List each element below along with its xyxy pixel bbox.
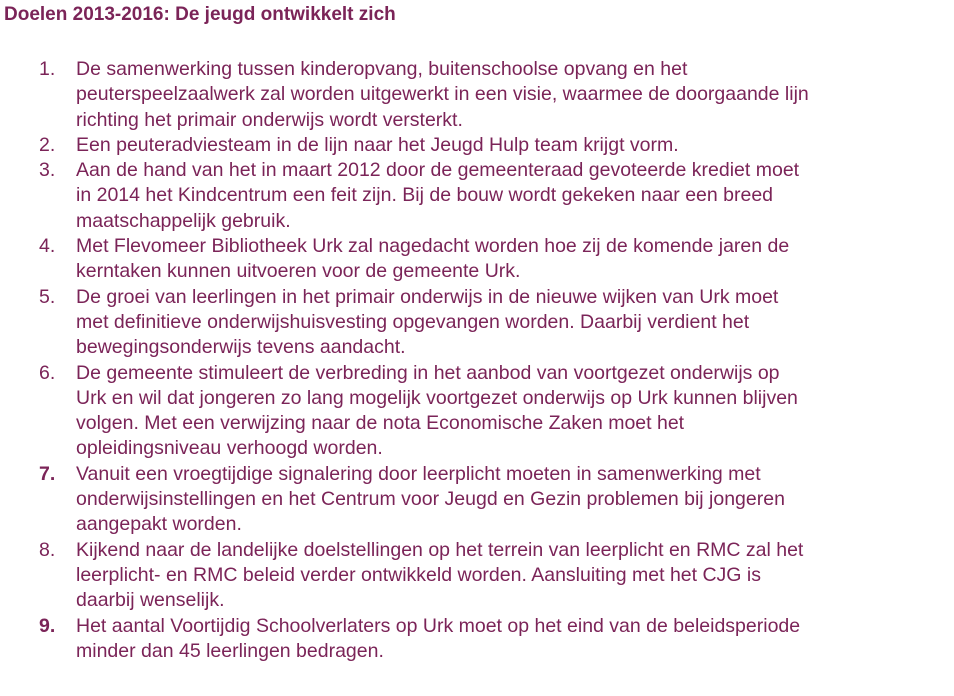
goal-item-1 — [0, 57, 954, 133]
goal-number: 6. — [39, 361, 56, 384]
goal-number: 8. — [39, 538, 56, 561]
goal-item-7 — [0, 462, 954, 538]
goals-list — [0, 57, 954, 664]
goal-text-line: Met Flevomeer Bibliotheek Urk zal nagedacht worden hoe zij de komende jaren de — [76, 235, 790, 258]
goal-item-8 — [0, 538, 954, 614]
goal-text-line: onderwijsinstellingen en het Centrum voor Jeugd en Gezin problemen bij jongeren — [76, 488, 785, 511]
goal-text-line: De gemeente stimuleert de verbreding in het aanbod van voortgezet onderwijs op — [76, 361, 780, 384]
goal-text-line: in 2014 het Kindcentrum een feit zijn. Bij de bouw wordt gekeken naar een breed — [76, 184, 774, 207]
goal-text-line: richting het primair onderwijs wordt versterkt. — [76, 108, 463, 131]
document-title: Doelen 2013-2016: De jeugd ontwikkelt zich — [4, 4, 396, 25]
goal-text-line: minder dan 45 leerlingen bedragen. — [76, 639, 384, 662]
goal-text-line: Aan de hand van het in maart 2012 door de gemeenteraad gevoteerde krediet moet — [76, 159, 800, 182]
goal-number: 2. — [39, 133, 56, 156]
goal-text-line: Vanuit een vroegtijdige signalering door leerplicht moeten in samenwerking met — [76, 462, 761, 485]
goal-text-line: opleidingsniveau verhoogd worden. — [76, 437, 383, 460]
goal-text-line: met definitieve onderwijshuisvesting opgevangen worden. Daarbij verdient het — [76, 310, 750, 333]
goal-number: 4. — [39, 235, 56, 258]
goal-number: 3. — [39, 159, 56, 182]
goal-text-line: maatschappelijk gebruik. — [76, 209, 291, 232]
goal-text-line: aangepakt worden. — [76, 513, 242, 536]
goal-item-3 — [0, 158, 954, 234]
goal-item-2 — [0, 133, 954, 158]
goal-text-line: Urk en wil dat jongeren zo lang mogelijk voortgezet onderwijs op Urk kunnen blijven — [76, 386, 798, 409]
goal-text-line: Het aantal Voortijdig Schoolverlaters op Urk moet op het eind van de beleidsperiode — [76, 614, 801, 637]
goal-number: 9. — [39, 614, 56, 637]
goal-text-line: De samenwerking tussen kinderopvang, buitenschoolse opvang en het — [76, 58, 688, 80]
goal-item-9 — [0, 614, 954, 665]
goal-text-line: De groei van leerlingen in het primair onderwijs in de nieuwe wijken van Urk moet — [76, 285, 779, 308]
goal-number: 5. — [39, 285, 56, 308]
goal-text-line: Kijkend naar de landelijke doelstellingen op het terrein van leerplicht en RMC zal het — [76, 538, 804, 561]
goal-number: 7. — [39, 462, 56, 485]
goal-text-line: kerntaken kunnen uitvoeren voor de gemeente Urk. — [76, 260, 521, 283]
goal-text-line: daarbij wenselijk. — [76, 589, 225, 612]
goal-text-line: volgen. Met een verwijzing naar de nota Economische Zaken moet het — [76, 412, 685, 435]
goal-item-6 — [0, 361, 954, 462]
goal-item-5 — [0, 285, 954, 361]
goal-item-4 — [0, 234, 954, 285]
goal-text-line: peuterspeelzaalwerk zal worden uitgewerkt in een visie, waarmee de doorgaande lijn — [76, 83, 809, 106]
goal-text-line: leerplicht- en RMC beleid verder ontwikkeld worden. Aansluiting met het CJG is — [76, 563, 761, 586]
goal-number: 1. — [39, 58, 56, 80]
goal-text-line: Een peuteradviesteam in de lijn naar het Jeugd Hulp team krijgt vorm. — [76, 133, 679, 156]
goal-text-line: bewegingsonderwijs tevens aandacht. — [76, 336, 406, 359]
